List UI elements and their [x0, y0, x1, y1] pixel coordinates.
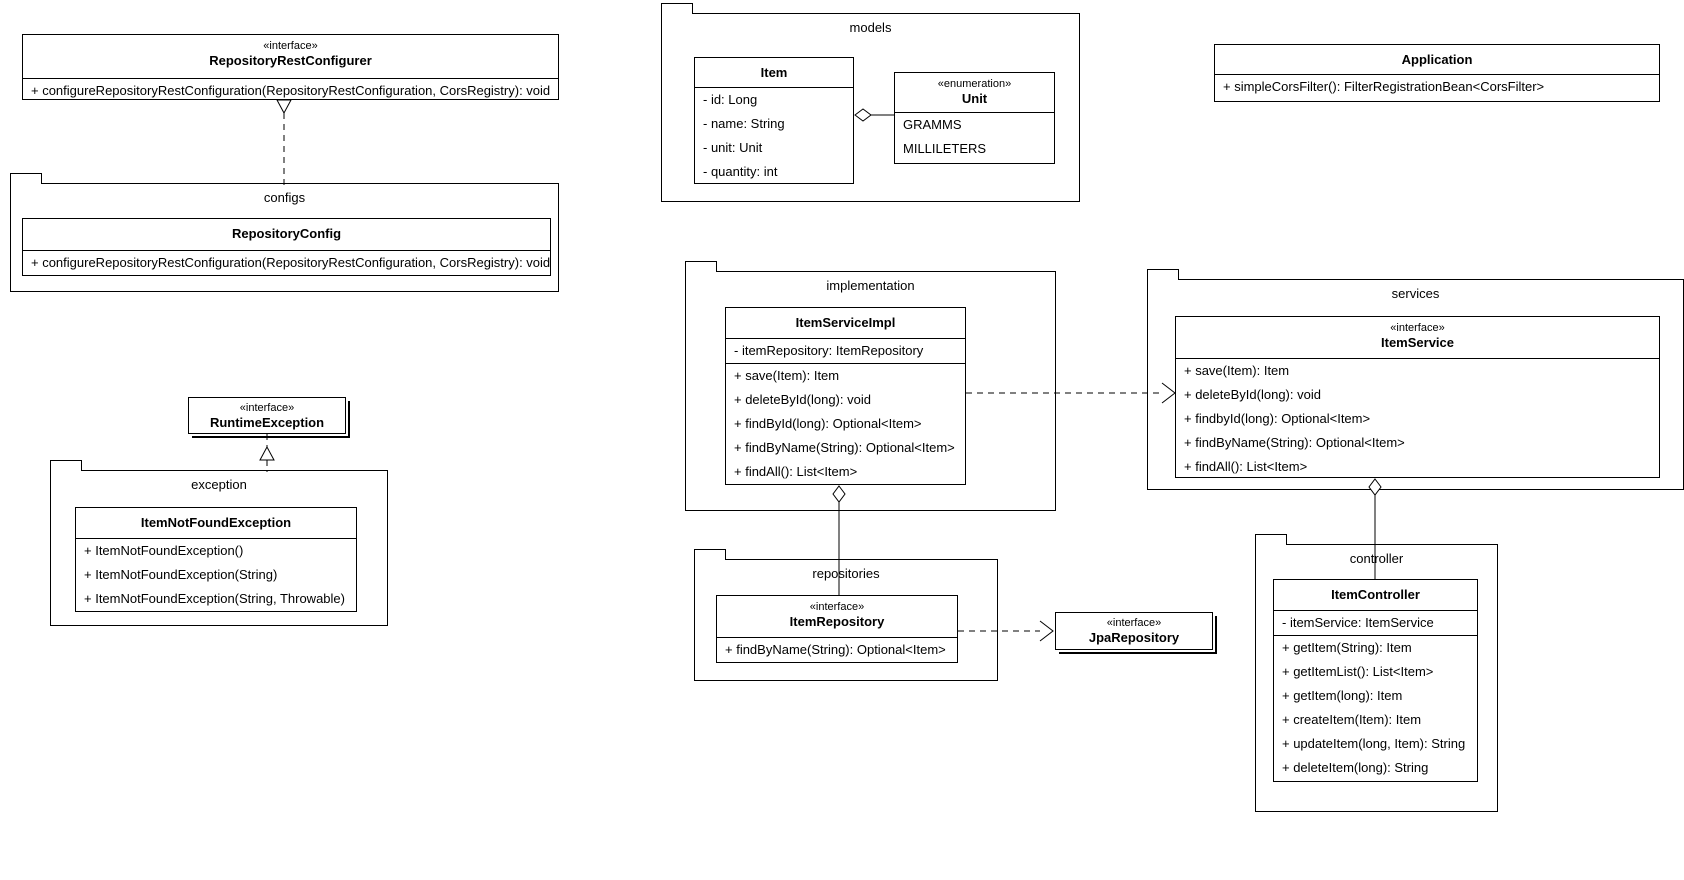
class-operations — [717, 638, 957, 662]
class-member: + deleteItem(long): String — [1282, 760, 1429, 775]
class-member: + updateItem(long, Item): String — [1282, 736, 1466, 751]
class-name: RepositoryRestConfigurer — [209, 53, 372, 68]
class-header — [895, 73, 1054, 113]
enum-literal: MILLILETERS — [903, 141, 987, 156]
class-name: Application — [1401, 52, 1473, 67]
class-member: - itemRepository: ItemRepository — [726, 339, 965, 364]
class-member: + findById(long): Optional<Item> — [734, 416, 922, 431]
class-header — [189, 398, 345, 433]
class-name: ItemService — [1381, 335, 1454, 350]
class-stereotype: «interface» — [809, 601, 865, 613]
package-label: configs — [263, 190, 306, 205]
class-member: - name: String — [703, 116, 785, 131]
class-member: + configureRepositoryRestConfiguration(RepositoryRestConfiguration, CorsRegistry): void — [31, 83, 551, 98]
class-operations — [23, 251, 550, 275]
class-member: + ItemNotFoundException(String) — [84, 567, 278, 582]
class-attributes — [1274, 611, 1477, 636]
class-attributes — [726, 339, 965, 364]
class-header — [1215, 45, 1659, 75]
class-member: + getItem(long): Item — [1282, 688, 1403, 703]
class-member: + getItemList(): List<Item> — [1282, 664, 1434, 679]
relation-itemserviceimpl-aggregates-itemrepository — [825, 485, 855, 597]
class-jpa-repository[interactable] — [1055, 612, 1213, 650]
class-item-service[interactable] — [1175, 316, 1660, 478]
class-attributes — [695, 88, 853, 184]
relation-itemrepository-realizes-jparepository — [958, 620, 1058, 644]
class-operations — [1215, 75, 1659, 99]
class-member: + findByName(String): Optional<Item> — [725, 642, 946, 657]
class-header — [695, 58, 853, 88]
class-header — [23, 219, 550, 251]
class-stereotype: «interface» — [263, 40, 318, 52]
class-member: + ItemNotFoundException() — [84, 543, 244, 558]
package-tab-icon — [10, 173, 42, 184]
class-item[interactable] — [694, 57, 854, 184]
relation-itemnotfoundexception-realizes-runtimeexception — [253, 434, 293, 474]
class-member: - id: Long — [703, 92, 758, 107]
class-name: RuntimeException — [209, 415, 325, 430]
class-name: Item — [760, 65, 788, 80]
relation-repositoryconfig-realizes-repositoryrestconfigurer — [265, 100, 309, 186]
class-stereotype: «interface» — [1106, 617, 1162, 629]
class-member: + ItemNotFoundException(String, Throwable) — [84, 591, 345, 606]
class-operations — [1176, 359, 1659, 479]
class-operations — [726, 364, 965, 484]
enum-literals — [895, 113, 1054, 161]
relation-itemcontroller-aggregates-itemservice — [1361, 478, 1391, 582]
class-header — [726, 308, 965, 339]
package-label: controller — [1349, 551, 1404, 566]
class-member: + getItem(String): Item — [1282, 640, 1412, 655]
class-header — [1056, 613, 1212, 649]
package-label: repositories — [812, 566, 880, 581]
class-header — [23, 35, 558, 79]
class-operations — [76, 539, 356, 611]
class-member: + deleteById(long): void — [1184, 387, 1321, 402]
class-item-repository[interactable] — [716, 595, 958, 663]
class-member: + save(Item): Item — [734, 368, 840, 383]
package-label: services — [1391, 286, 1440, 301]
class-name: ItemServiceImpl — [795, 315, 896, 330]
package-tab-icon — [1255, 534, 1287, 545]
class-application[interactable] — [1214, 44, 1660, 102]
class-stereotype: «enumeration» — [937, 78, 1012, 90]
class-item-service-impl[interactable] — [725, 307, 966, 485]
class-name: JpaRepository — [1088, 630, 1180, 645]
package-tab-icon — [694, 549, 726, 560]
class-name: ItemRepository — [789, 614, 885, 629]
class-member: + findByName(String): Optional<Item> — [734, 440, 955, 455]
class-member: - itemService: ItemService — [1274, 611, 1477, 636]
package-label: models — [849, 20, 892, 35]
class-stereotype: «interface» — [1390, 322, 1445, 334]
class-member: + save(Item): Item — [1184, 363, 1290, 378]
class-member: + deleteById(long): void — [734, 392, 871, 407]
class-name: ItemNotFoundException — [140, 515, 292, 530]
class-repository-rest-configurer[interactable] — [22, 34, 559, 100]
package-tab-icon — [661, 3, 693, 14]
class-header — [76, 508, 356, 539]
package-label: exception — [191, 477, 247, 492]
relation-item-aggregates-unit — [854, 104, 898, 126]
package-label: implementation — [826, 278, 915, 293]
class-member: + findbyId(long): Optional<Item> — [1184, 411, 1371, 426]
class-member: + configureRepositoryRestConfiguration(RepositoryRestConfiguration, CorsRegistry): void — [31, 255, 551, 270]
class-unit-enum[interactable] — [894, 72, 1055, 164]
class-member: - quantity: int — [703, 164, 778, 179]
class-member: + findAll(): List<Item> — [734, 464, 858, 479]
class-member: + simpleCorsFilter(): FilterRegistrationBean<CorsFilter> — [1223, 79, 1545, 94]
package-tab-icon — [1147, 269, 1179, 280]
class-runtime-exception[interactable] — [188, 397, 346, 434]
package-tab-icon — [685, 261, 717, 272]
class-name: Unit — [961, 91, 988, 106]
class-header — [717, 596, 957, 638]
class-operations — [1274, 636, 1477, 780]
enum-literal: GRAMMS — [903, 117, 962, 132]
class-stereotype: «interface» — [239, 402, 295, 414]
package-tab-icon — [50, 460, 82, 471]
class-repository-config[interactable] — [22, 218, 551, 276]
class-header — [1176, 317, 1659, 359]
class-member: - unit: Unit — [703, 140, 763, 155]
class-header — [1274, 580, 1477, 611]
class-item-controller[interactable] — [1273, 579, 1478, 782]
class-item-not-found-exception[interactable] — [75, 507, 357, 612]
class-member: + createItem(Item): Item — [1282, 712, 1422, 727]
class-name: RepositoryConfig — [231, 226, 342, 241]
class-name: ItemController — [1331, 587, 1420, 602]
relation-itemserviceimpl-realizes-itemservice — [966, 382, 1180, 408]
class-member: + findByName(String): Optional<Item> — [1184, 435, 1405, 450]
class-member: + findAll(): List<Item> — [1184, 459, 1308, 474]
